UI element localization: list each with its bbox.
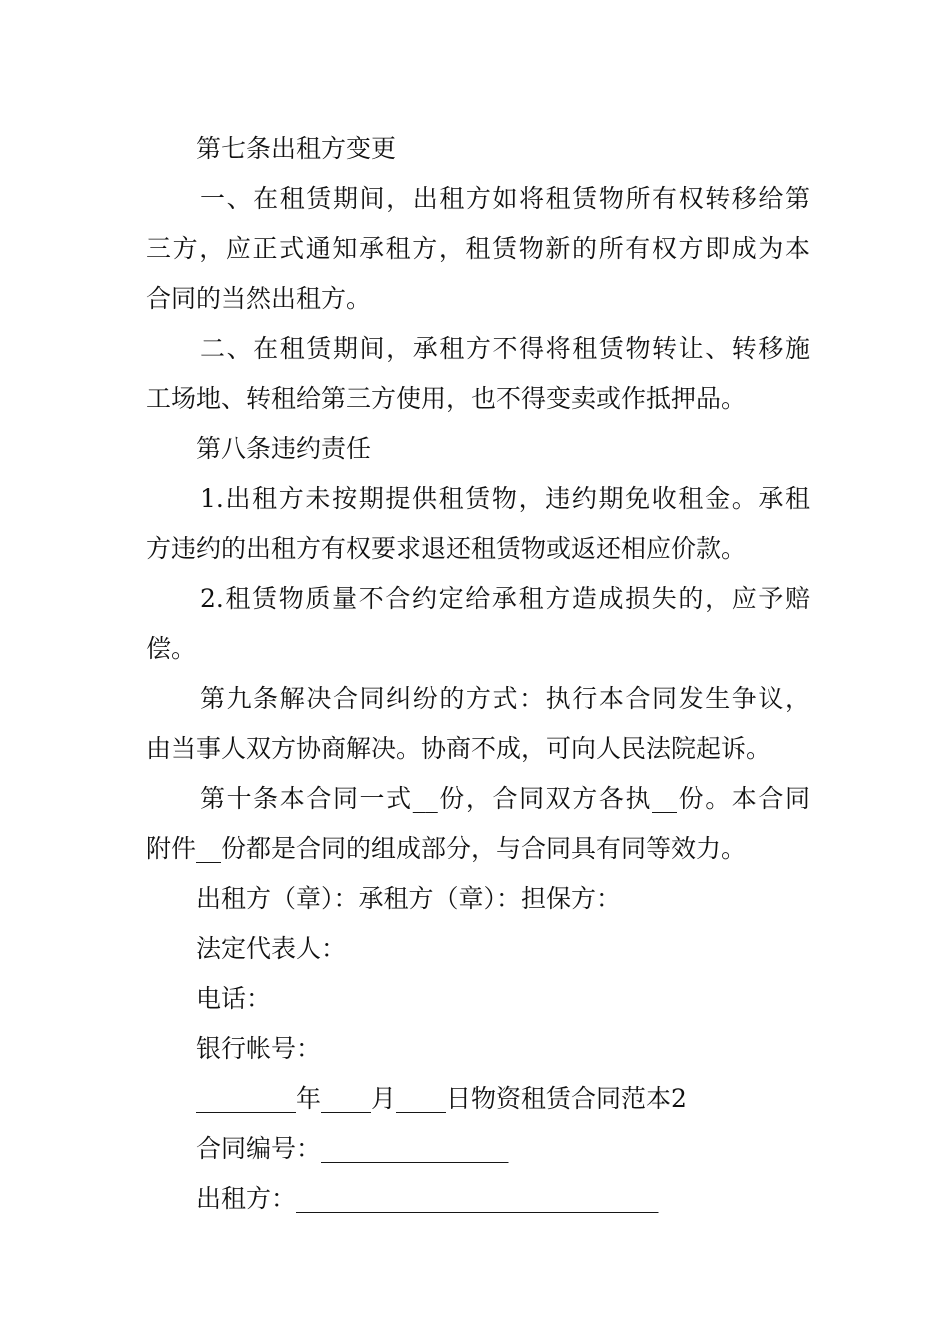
article-7-clause-2-line-2: 工场地、转租给第三方使用，也不得变卖或作抵押品。 [146, 384, 747, 413]
phone: 电话： [196, 984, 272, 1013]
legal-representative: 法定代表人： [196, 934, 347, 963]
article-10-line-2: 附件__份都是合同的组成部分，与合同具有同等效力。 [146, 834, 747, 863]
article-10-line-1: 第十条本合同一式__份，合同双方各执__份。本合同 [200, 784, 810, 813]
article-8-item-2-line-1: 2.租赁物质量不合约定给承租方造成损失的，应予赔 [200, 584, 810, 613]
article-9-line-1: 第九条解决合同纠纷的方式：执行本合同发生争议， [200, 684, 810, 713]
lessor: 出租方：_____________________________ [196, 1184, 659, 1213]
article-8-item-1-line-1: 1.出租方未按期提供租赁物，违约期免收租金。承租 [200, 484, 810, 513]
contract-number: 合同编号：_______________ [196, 1134, 509, 1163]
article-8-item-2-line-2: 偿。 [146, 634, 197, 663]
signature-parties: 出租方（章）：承租方（章）：担保方： [196, 884, 622, 913]
article-7-clause-2-line-1: 二、在租赁期间，承租方不得将租赁物转让、转移施 [200, 334, 810, 363]
article-7-heading: 第七条出租方变更 [196, 134, 397, 163]
article-7-clause-1-line-3: 合同的当然出租方。 [146, 284, 372, 313]
article-7-clause-1-line-1: 一、在租赁期间，出租方如将租赁物所有权转移给第 [200, 184, 810, 213]
article-8-item-1-line-2: 方违约的出租方有权要求退还租赁物或返还相应价款。 [146, 534, 747, 563]
article-9-line-2: 由当事人双方协商解决。协商不成，可向人民法院起诉。 [146, 734, 772, 763]
bank-account: 银行帐号： [196, 1034, 322, 1063]
article-7-clause-1-line-2: 三方，应正式通知承租方，租赁物新的所有权方即成为本 [146, 234, 810, 263]
article-8-heading: 第八条违约责任 [196, 434, 372, 463]
date-and-title: ________年____月____日物资租赁合同范本2 [196, 1084, 687, 1113]
